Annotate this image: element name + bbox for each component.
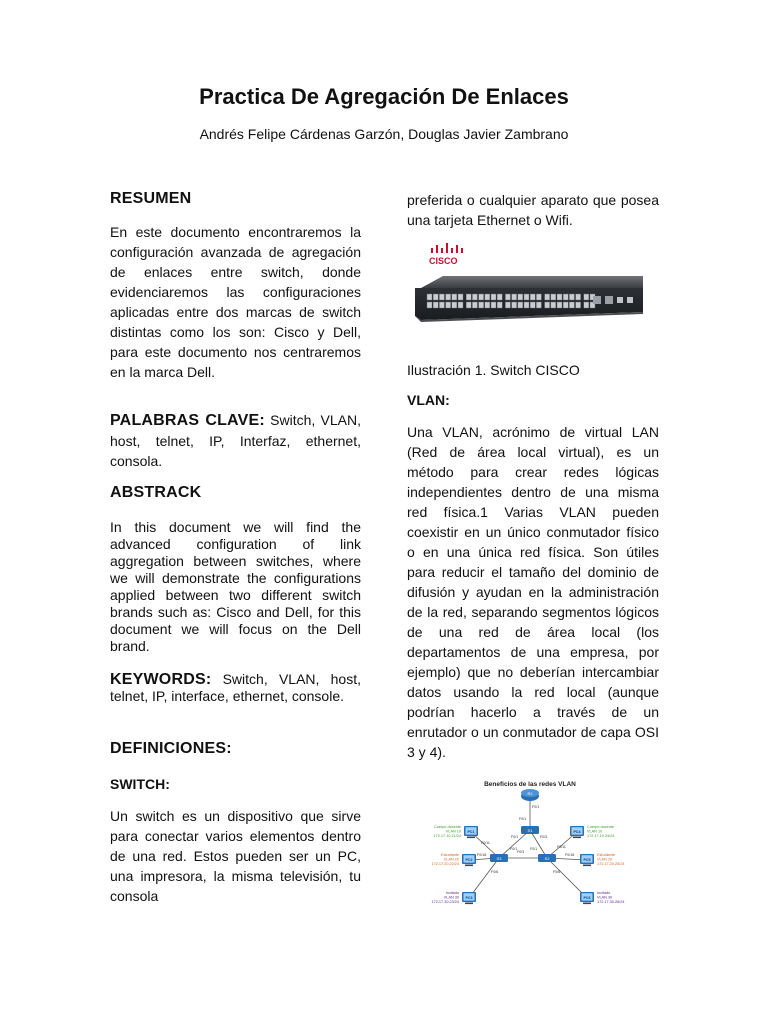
palabras-clave-paragraph: [110, 410, 361, 471]
svg-text:F0/1: F0/1: [532, 805, 540, 809]
ethernet-port: [439, 294, 444, 300]
authors: Andrés Felipe Cárdenas Garzón, Douglas Javier Zambrano: [199, 126, 569, 142]
switch-s2-icon: [538, 854, 556, 862]
switch-heading: SWITCH:: [110, 776, 170, 792]
ethernet-port: [466, 294, 471, 300]
cisco-logo-icon: [431, 243, 463, 253]
pc-2-icon: [462, 854, 476, 866]
ethernet-port: [545, 302, 550, 308]
pc-label: PC4: [573, 829, 581, 834]
switch-s3-icon: [490, 854, 508, 862]
svg-text:S1: S1: [527, 828, 533, 833]
svg-text:F0/1: F0/1: [530, 847, 538, 851]
group-name: Invitado: [445, 891, 459, 895]
ethernet-port: [524, 294, 529, 300]
switch-text-continued: preferida o cualquier aparato que posea una tarjeta Ethernet o Wifi.: [407, 192, 659, 228]
switch-s1-icon: [521, 826, 539, 834]
abstrack-text: In this document we will find the advanced configuration of link aggregation between switches, where we will demonstrate the configurations applied between two different switch brands such as: Cisco and Dell, for this document we will focus on the Dell brand.: [110, 519, 361, 654]
ethernet-port: [518, 302, 523, 308]
ethernet-port: [485, 302, 490, 308]
ethernet-port: [497, 302, 502, 308]
ethernet-port: [551, 294, 556, 300]
group-vlan: VLAN 30: [443, 895, 459, 900]
vlan-text: Una VLAN, acrónimo de virtual LAN (Red de área local virtual), es un método para crear redes lógicas independientes dentro de una misma red física.1 Varias VLAN pueden coexistir en un único conmutador físico o en una única red física. Son útiles para reducir el tamaño del dominio de difusión y ayudan en la administración de la red, separando segmentos lógicos de una red de área local (los departamentos de una empresa, por ejemplo) que no deberían intercambiar datos usando la red local (aunque podrían hacerlo a través de un enrutador o un conmutador de capa OSI 3 y 4).: [407, 424, 659, 760]
ethernet-port: [584, 302, 589, 308]
ethernet-port: [472, 302, 477, 308]
svg-text:F0/11: F0/11: [557, 845, 566, 849]
svg-text:S2: S2: [544, 856, 550, 861]
switch-text: Un switch es un dispositivo que sirve para conectar varios elementos dentro de una red. Estos pueden ser un PC, una impresora, la misma televisión, tu consola: [110, 808, 361, 904]
ethernet-port: [569, 302, 574, 308]
vlan-heading: VLAN:: [407, 392, 450, 408]
ethernet-port: [530, 294, 535, 300]
ethernet-port: [569, 294, 574, 300]
keywords-paragraph: [110, 671, 361, 705]
svg-text:F0/6: F0/6: [553, 870, 561, 874]
ethernet-port: [433, 302, 438, 308]
cisco-logo-text: CISCO: [429, 256, 458, 266]
group-vlan: VLAN 30: [597, 895, 613, 900]
ethernet-port: [563, 302, 568, 308]
group-ip: 172.17.10.24/24: [587, 834, 615, 839]
ethernet-port: [472, 294, 477, 300]
pc-6-icon: [580, 892, 594, 904]
group-ip: 172.17.30.23/24: [431, 900, 459, 905]
ethernet-port: [485, 294, 490, 300]
ethernet-port: [557, 294, 562, 300]
ethernet-port: [576, 302, 581, 308]
definiciones-heading: DEFINICIONES:: [110, 740, 232, 757]
ethernet-port: [446, 302, 451, 308]
resumen-text: En este documento encontraremos la configuración avanzada de agregación de enlaces entre switch, donde evidenciaremos las configuraciones aplicadas entre dos marcas de switch distintas como los son: Cisco y Dell, para este documento nos centraremos en la marca Dell.: [110, 224, 361, 380]
ethernet-port: [530, 302, 535, 308]
figure-1-caption: Ilustración 1. Switch CISCO: [407, 362, 580, 378]
palabras-clave-heading: PALABRAS CLAVE:: [110, 412, 265, 429]
abstrack-heading: ABSTRACK: [110, 484, 202, 501]
ethernet-port: [512, 294, 517, 300]
pc-label: PC3: [465, 895, 473, 900]
svg-text:F0/18: F0/18: [565, 853, 575, 857]
ethernet-port: [439, 302, 444, 308]
figure-cisco-switch: [407, 240, 659, 348]
svg-text:F0/1: F0/1: [519, 817, 527, 821]
svg-text:F0/3: F0/3: [517, 850, 525, 854]
ethernet-port: [427, 302, 432, 308]
ethernet-port: [479, 302, 484, 308]
ethernet-port: [479, 294, 484, 300]
group-name: Estudiante: [441, 853, 459, 857]
svg-text:F0/18: F0/18: [477, 853, 487, 857]
figure-vlan-diagram: [399, 776, 661, 916]
ethernet-port: [536, 294, 541, 300]
ethernet-port: [545, 294, 550, 300]
pc-5-icon: [580, 854, 594, 866]
ethernet-port: [563, 294, 568, 300]
svg-text:F0/1: F0/1: [510, 847, 518, 851]
ethernet-port: [427, 294, 432, 300]
pc-label: PC1: [467, 829, 475, 834]
group-vlan: VLAN 20: [597, 857, 613, 862]
group-name: Cuerpo docente: [587, 825, 615, 829]
group-vlan: VLAN 10: [445, 829, 461, 834]
svg-text:F0/11: F0/11: [481, 841, 490, 845]
ethernet-port: [512, 302, 517, 308]
ethernet-port: [446, 294, 451, 300]
group-name: Estudiante: [597, 853, 615, 857]
ethernet-port: [497, 294, 502, 300]
ethernet-port: [536, 302, 541, 308]
ethernet-port: [491, 302, 496, 308]
keywords-text: Switch, VLAN, host, telnet, IP, interface, ethernet, console.: [110, 671, 361, 704]
palabras-clave-text: Switch, VLAN, host, telnet, IP, Interfaz, ethernet, consola.: [110, 412, 361, 469]
svg-text:F0/6: F0/6: [491, 870, 499, 874]
group-ip: 172.17.20.22/24: [431, 862, 459, 867]
group-ip: 172.17.30.26/24: [597, 900, 625, 905]
ethernet-port: [576, 294, 581, 300]
resumen-heading: RESUMEN: [110, 190, 192, 207]
ethernet-port: [524, 302, 529, 308]
ethernet-port: [505, 294, 510, 300]
ethernet-port: [466, 302, 471, 308]
pc-3-icon: [462, 892, 476, 904]
svg-text:F0/1: F0/1: [511, 835, 519, 839]
pc-label: PC5: [583, 857, 591, 862]
ethernet-port: [505, 302, 510, 308]
group-vlan: VLAN 10: [587, 829, 603, 834]
pc-label: PC2: [465, 857, 473, 862]
diagram-title: Beneficios de las redes VLAN: [484, 781, 576, 788]
router-icon: [521, 789, 539, 801]
svg-text:S3: S3: [496, 856, 502, 861]
group-ip: 172.17.10.21/24: [433, 834, 461, 839]
svg-text:F0/3: F0/3: [540, 835, 548, 839]
group-name: Invitado: [597, 891, 611, 895]
ethernet-port: [518, 294, 523, 300]
ethernet-port: [458, 302, 463, 308]
ethernet-port: [458, 294, 463, 300]
ethernet-port: [584, 294, 589, 300]
ethernet-port: [551, 302, 556, 308]
svg-text:R1: R1: [527, 791, 533, 796]
pc-label: PC6: [583, 895, 591, 900]
keywords-heading: KEYWORDS:: [110, 671, 212, 688]
ethernet-port: [452, 294, 457, 300]
vlan-network-diagram: [399, 776, 661, 916]
group-name: Cuerpo docente: [433, 825, 461, 829]
group-ip: 172.17.20.25/24: [597, 862, 625, 867]
ethernet-port: [433, 294, 438, 300]
paper-title: Practica De Agregación De Enlaces: [199, 84, 569, 109]
ethernet-port: [557, 302, 562, 308]
network-switch-icon: [407, 240, 659, 348]
group-vlan: VLAN 20: [443, 857, 459, 862]
ethernet-port: [491, 294, 496, 300]
ethernet-port: [452, 302, 457, 308]
